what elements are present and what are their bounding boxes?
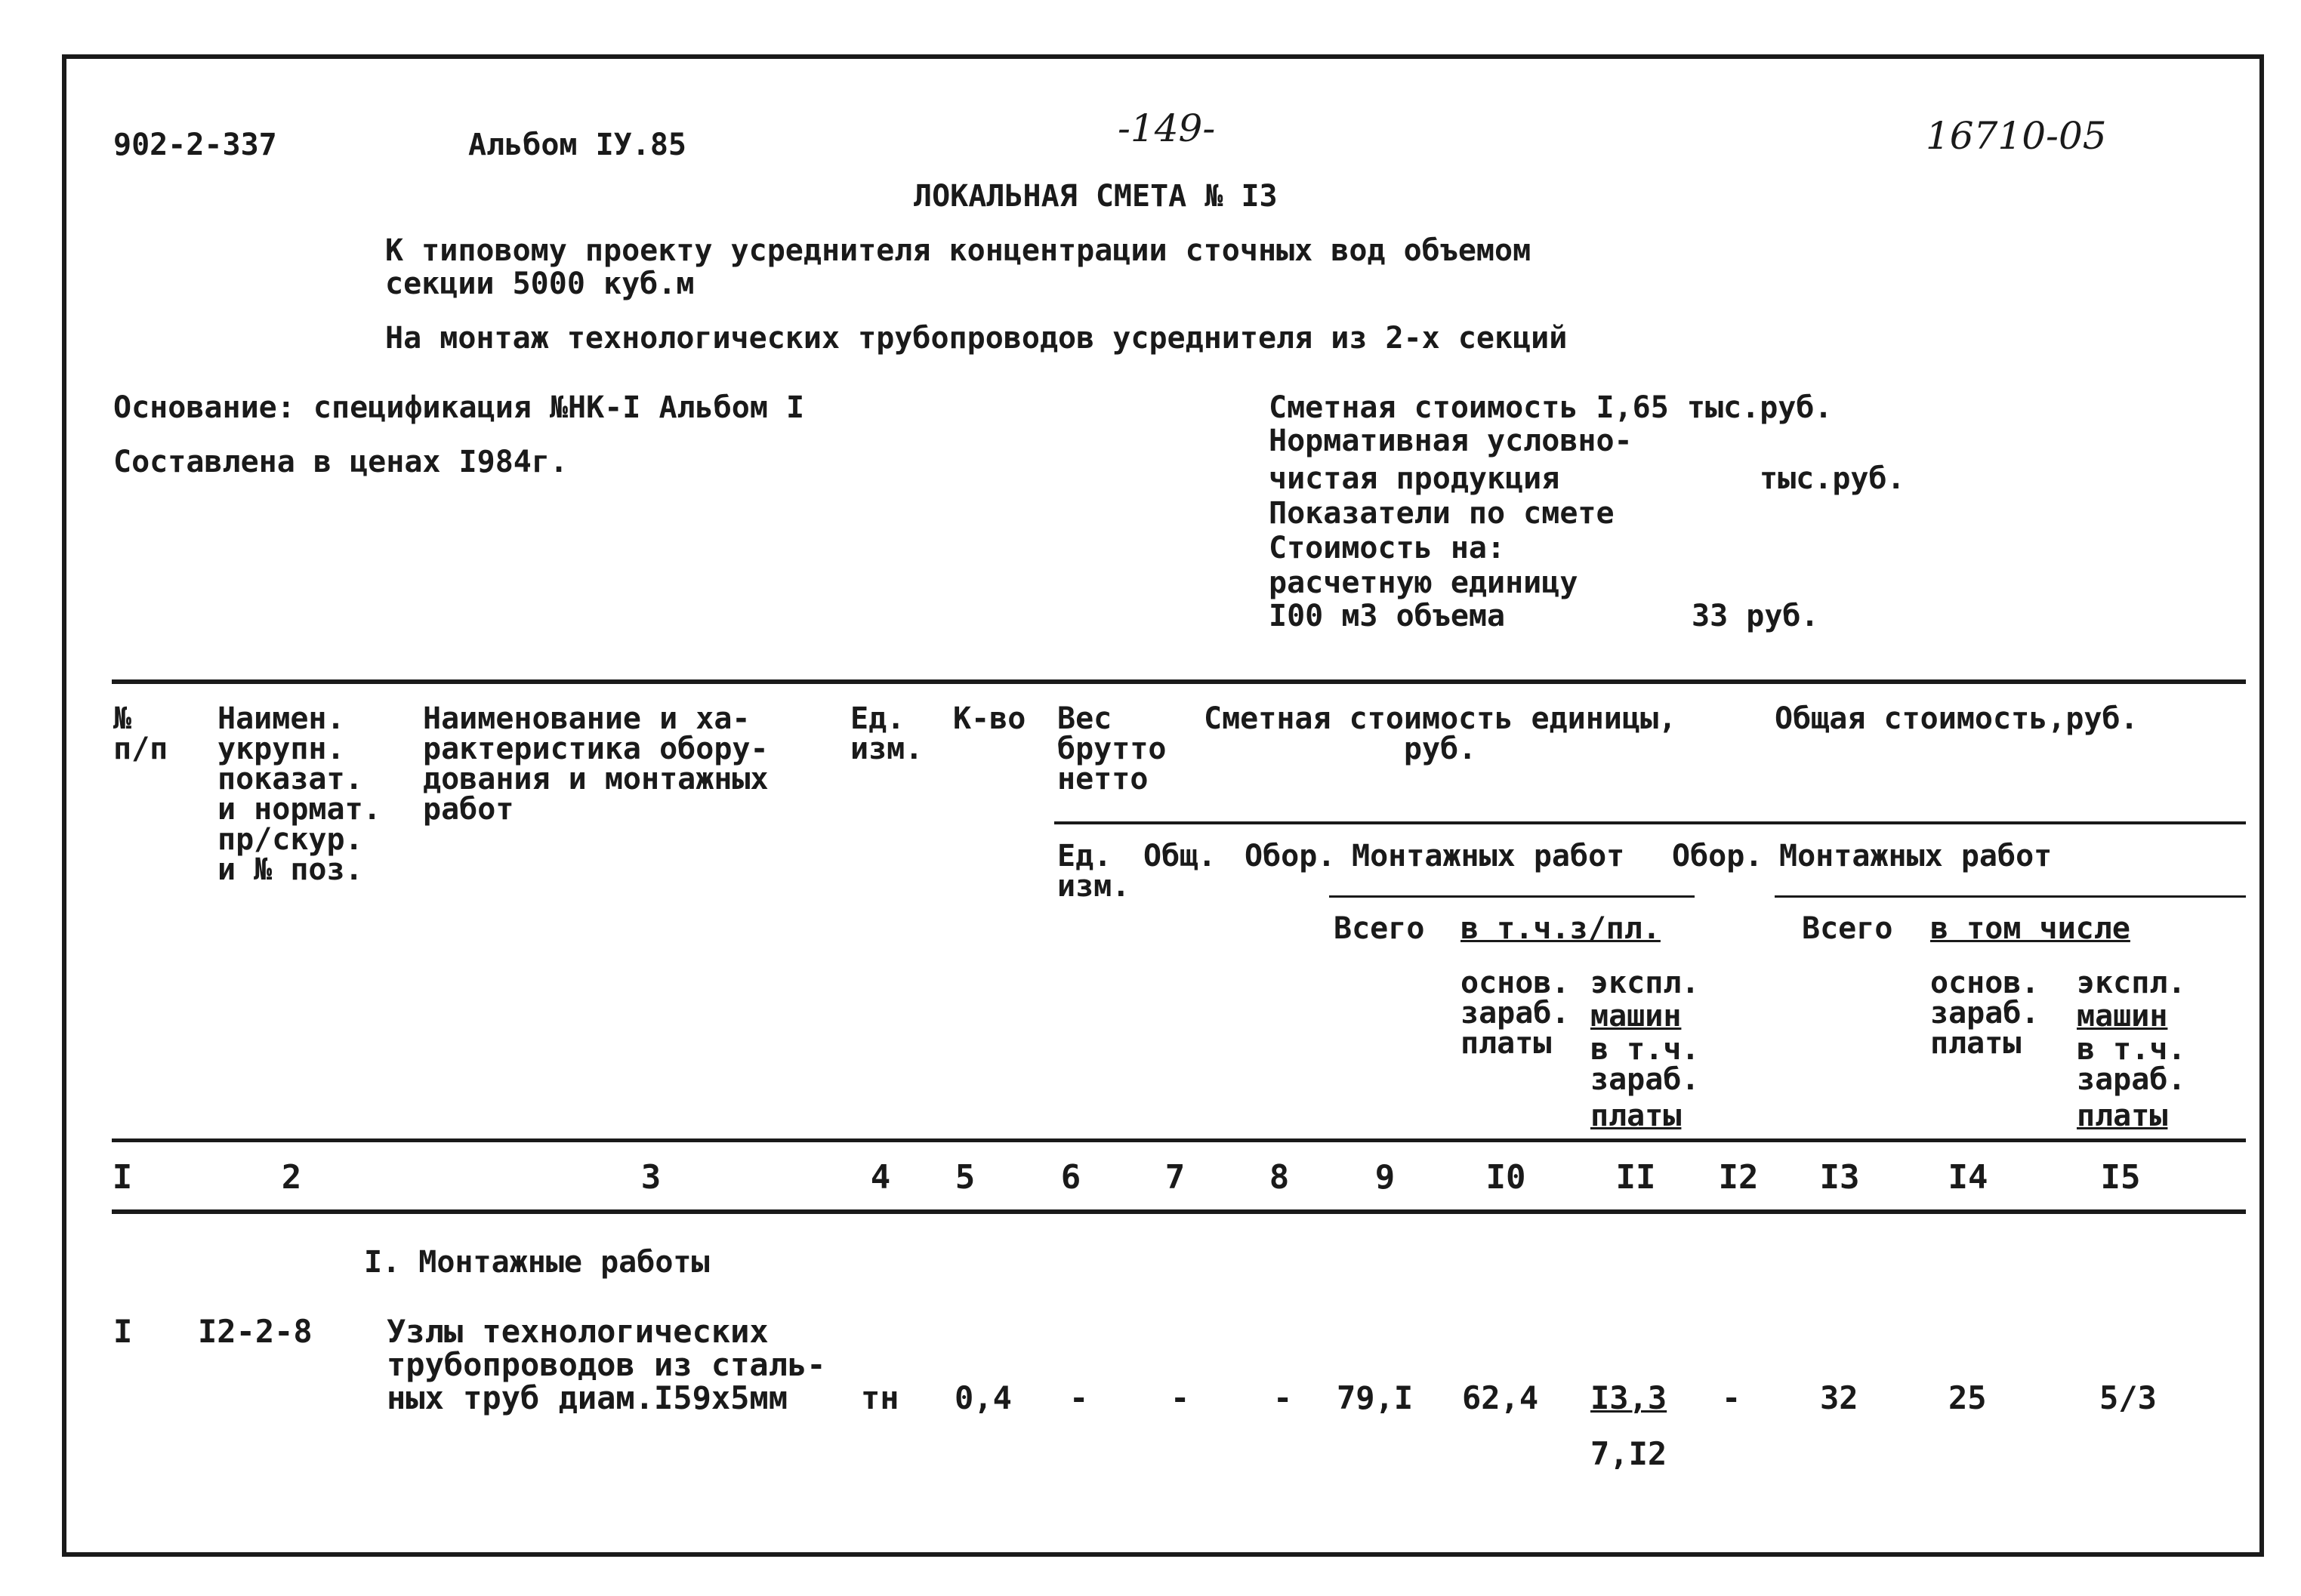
- header-ekspl-1a: экспл.: [1590, 966, 1700, 1000]
- header-num: № п/п: [113, 701, 168, 766]
- row-col10: 62,4: [1462, 1379, 1539, 1416]
- header-ekspl-2a: экспл.: [2077, 966, 2186, 1000]
- row-col15: 5/3: [2099, 1379, 2157, 1416]
- header-bottom-rule: [112, 1138, 2246, 1142]
- row-code: I2-2-8: [198, 1313, 313, 1350]
- header-rule-2b: [1775, 895, 2246, 898]
- row-col13: 32: [1820, 1379, 1858, 1416]
- row-col11-bottom: 7,I2: [1590, 1435, 1667, 1472]
- row-qty: 0,4: [955, 1379, 1012, 1416]
- row-unit: тн: [861, 1379, 899, 1416]
- column-number: 4: [870, 1158, 891, 1197]
- summary-indicators: Показатели по смете: [1269, 496, 1615, 531]
- purpose-line: На монтаж технологических трубопроводов усреднителя из 2-х секций: [385, 321, 1568, 356]
- column-number: I0: [1485, 1158, 1526, 1197]
- header-obor-2: Обор.: [1672, 839, 1763, 873]
- summary-calc-unit: расчетную единицу: [1269, 565, 1578, 600]
- summary-volume: I00 м3 объема: [1269, 599, 1506, 633]
- row-col9: 79,I: [1337, 1379, 1414, 1416]
- header-vsego-2: Всего: [1802, 911, 1893, 946]
- subtitle-line-2: секции 5000 куб.м: [385, 267, 695, 301]
- page-number: -149-: [1118, 106, 1216, 150]
- header-total-cost: Общая стоимость,руб.: [1775, 701, 2139, 736]
- table-top-rule: [112, 679, 2246, 684]
- row-num: I: [113, 1313, 133, 1350]
- colnum-bottom-rule: [112, 1209, 2246, 1214]
- header-vtom-2: в том числе: [1930, 911, 2130, 946]
- column-number: I5: [2100, 1158, 2141, 1197]
- header-ekspl-2d: платы: [2077, 1098, 2168, 1133]
- column-number: I3: [1819, 1158, 1860, 1197]
- header-ekspl-2c: в т.ч. зараб.: [2077, 1032, 2186, 1097]
- summary-cost: Сметная стоимость I,65 тыс.руб.: [1269, 390, 1833, 425]
- summary-net-product-unit: тыс.руб.: [1760, 461, 1905, 496]
- header-montazh-1: Монтажных работ: [1352, 839, 1625, 873]
- summary-normative: Нормативная условно-: [1269, 424, 1633, 458]
- header-ekspl-1d: платы: [1590, 1098, 1682, 1133]
- row-col11-top: I3,3: [1590, 1379, 1667, 1416]
- project-code: 902-2-337: [113, 128, 277, 162]
- estimate-title: ЛОКАЛЬНАЯ СМЕТА № I3: [914, 179, 1278, 214]
- column-number: 2: [281, 1158, 302, 1197]
- header-ed-izm: Ед. изм.: [1057, 839, 1130, 904]
- prices-line: Составлена в ценах I984г.: [113, 445, 569, 479]
- row-name: Узлы технологических трубопроводов из сталь- ных труб диам.I59x5мм: [387, 1313, 826, 1416]
- album-label: Альбом IУ.85: [468, 128, 686, 162]
- column-number: 7: [1164, 1158, 1186, 1197]
- basis-line: Основание: спецификация №НК-I Альбом I: [113, 390, 805, 425]
- header-ekspl-2b: машин: [2077, 999, 2168, 1034]
- summary-cost-per: Стоимость на:: [1269, 531, 1506, 565]
- row-col12: -: [1722, 1379, 1741, 1416]
- column-number: I4: [1948, 1158, 1988, 1197]
- column-number: 5: [955, 1158, 976, 1197]
- header-obsh: Общ.: [1143, 839, 1217, 873]
- column-number: 8: [1269, 1158, 1290, 1197]
- header-osnov-1: основ. зараб. платы: [1460, 966, 1570, 1061]
- header-ekspl-1b: машин: [1590, 999, 1682, 1034]
- header-code: Наимен. укрупн. показат. и нормат. пр/скур. и № поз.: [217, 701, 381, 887]
- row-col6: -: [1069, 1379, 1089, 1416]
- column-number: I2: [1718, 1158, 1759, 1197]
- section-title: I. Монтажные работы: [364, 1245, 710, 1280]
- header-weight: Вес брутто нетто: [1057, 701, 1167, 796]
- summary-net-product: чистая продукция: [1269, 461, 1560, 496]
- header-rule-2a: [1329, 895, 1695, 898]
- header-ekspl-1c: в т.ч. зараб.: [1590, 1032, 1700, 1097]
- column-number: 9: [1374, 1158, 1396, 1197]
- header-vsego-1: Всего: [1334, 911, 1425, 946]
- row-col7: -: [1171, 1379, 1190, 1416]
- row-col14: 25: [1948, 1379, 1987, 1416]
- header-rule-1: [1054, 821, 2246, 824]
- column-number: I: [112, 1158, 133, 1197]
- header-obor-1: Обор.: [1245, 839, 1336, 873]
- summary-volume-value: 33 руб.: [1692, 599, 1819, 633]
- header-unit-cost: Сметная стоимость единицы, руб.: [1204, 701, 1677, 766]
- column-number: II: [1615, 1158, 1656, 1197]
- header-name: Наименование и ха- рактеристика обору- дования и монтажных работ: [423, 701, 769, 827]
- header-montazh-2: Монтажных работ: [1779, 839, 2053, 873]
- document-number: 16710-05: [1926, 114, 2107, 158]
- row-col8: -: [1273, 1379, 1293, 1416]
- header-osnov-2: основ. зараб. платы: [1930, 966, 2040, 1061]
- column-number: 6: [1060, 1158, 1081, 1197]
- subtitle-line-1: К типовому проекту усреднителя концентрации сточных вод объемом: [385, 233, 1531, 268]
- column-number: 3: [640, 1158, 662, 1197]
- header-vtch-1: в т.ч.з/пл.: [1460, 911, 1661, 946]
- header-unit: Ед. изм.: [850, 701, 924, 766]
- header-qty: К-во: [953, 701, 1026, 736]
